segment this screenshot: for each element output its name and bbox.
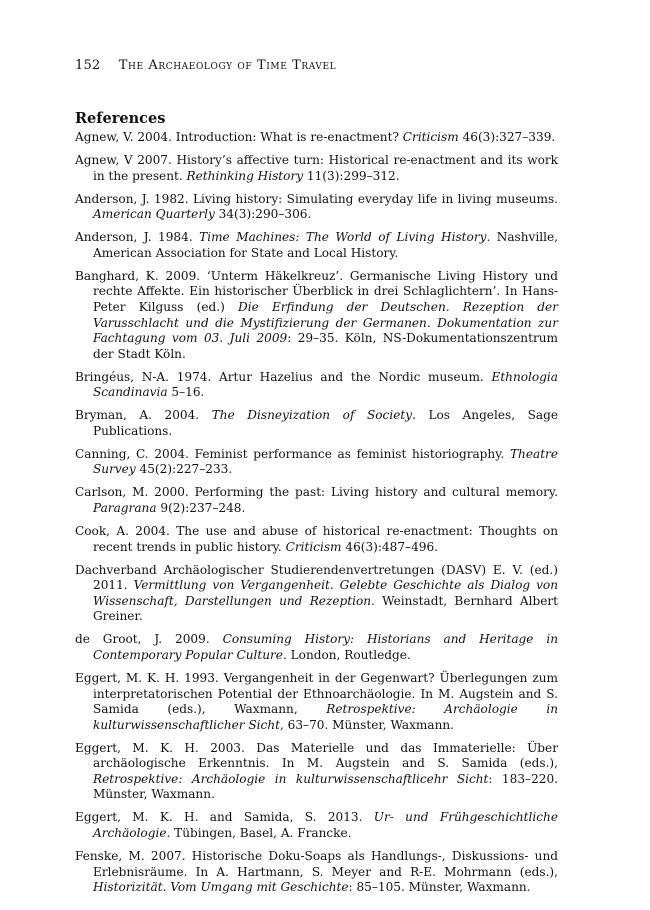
reference-entry (75, 485, 558, 516)
reference-text: Dachverband Archäologischer Studierendenvertretungen (DASV) E. V. (ed.) 2011. (75, 562, 558, 593)
reference-entry (75, 192, 558, 223)
reference-details: : 183–220. Münster, Waxmann. (93, 771, 558, 802)
reference-text: Eggert, M. K. H. and Samida, S. 2013. (75, 810, 374, 825)
reference-details: 34(3):290–306. (214, 207, 312, 222)
reference-text: de Groot, J. 2009. (75, 632, 223, 647)
reference-text: Anderson, J. 1984. (75, 230, 200, 245)
reference-title-italic: Retrospektive: Archäologie in kulturwissenschaftlicher Sicht (93, 702, 558, 732)
references-heading: References (75, 110, 166, 127)
reference-title-italic: Ethnologia Scandinavia (93, 369, 558, 400)
reference-entry (75, 269, 558, 363)
reference-title-italic: Rethinking History (186, 168, 304, 183)
reference-details: . Los Angeles, Sage Publications. (93, 408, 558, 438)
reference-title-italic: Consuming History: Historians and Heritage in Contemporary Popular Culture (93, 632, 558, 662)
reference-text: Bryman, A. 2004. (75, 408, 212, 423)
reference-details: 46(3):327–339. (458, 130, 556, 144)
reference-details: : 85–105. Münster, Waxmann. (348, 880, 531, 895)
reference-text: Cook, A. 2004. The use and abuse of historical re-enactment: Thoughts on recent trends in public history. (75, 523, 558, 554)
reference-details: 9(2):237–248. (156, 501, 246, 515)
reference-entry (75, 741, 558, 803)
reference-text: Fenske, M. 2007. Historische Doku-Soaps als Handlungs-, Diskussions- und Erlebnisräume. In A. Hartmann, S. Meyer and R-E. Mohrmann (eds.), (75, 849, 558, 879)
reference-entry (75, 130, 558, 146)
reference-entry (75, 810, 558, 841)
reference-title-italic: Criticism (402, 130, 459, 144)
reference-entry (75, 563, 558, 625)
reference-title-italic: American Quarterly (93, 207, 215, 222)
running-title: The Archaeology of Time Travel (118, 58, 337, 73)
reference-title-italic: Criticism (285, 539, 342, 554)
reference-details: , 63–70. Münster, Waxmann. (279, 717, 455, 732)
reference-text: Eggert, M. K. H. 1993. Vergangenheit in der Gegenwart? Überlegungen zum interpretatorischen Potential der Ethnoarchäologie. In M. Augstein and S. Samida (eds.), Waxmann, (75, 670, 558, 717)
reference-entry (75, 370, 558, 401)
running-header (75, 58, 336, 73)
reference-details: . Tübingen, Basel, A. Francke. (166, 826, 352, 841)
reference-entry (75, 632, 558, 663)
reference-title-italic: Retrospektive: Archäologie in kulturwissenschaftlicehr Sicht (93, 771, 489, 786)
reference-details: 11(3):299–312. (303, 168, 400, 183)
reference-text: Anderson, J. 1982. Living history: Simulating everyday life in living museums. (75, 191, 558, 206)
reference-entry (75, 524, 558, 555)
reference-entry (75, 408, 558, 439)
reference-entry (75, 447, 558, 478)
reference-details: 5–16. (167, 385, 205, 400)
reference-details: 45(2):227–233. (135, 462, 233, 477)
reference-entry (75, 849, 558, 896)
reference-title-italic: Vermittlung von Vergangenheit. Gelebte Geschichte als Dialog von Wissenschaft, Darstellungen und Rezeption (93, 578, 558, 608)
reference-title-italic: Die Erfindung der Deutschen. Rezeption der Varusschlacht und die Mystifizierung der Germanen. Dokumentation zur Fachtagung vom 03. Juli 2009 (93, 299, 558, 346)
reference-entry (75, 230, 558, 261)
reference-details: . London, Routledge. (282, 647, 411, 662)
reference-title-italic: Paragrana (93, 501, 157, 515)
reference-text: Agnew, V 2007. History’s affective turn: Historical re-enactment and its work in the present. (75, 152, 558, 183)
reference-entry (75, 153, 558, 184)
reference-details: . Nashville, American Association for State and Local History. (93, 230, 558, 260)
reference-text: Carlson, M. 2000. Performing the past: Living history and cultural memory. (75, 485, 558, 500)
reference-text: Banghard, K. 2009. ‘Unterm Häkelkreuz’. Germanische Living History und rechte Affekte. Ein historischer Überblick in drei Schlaglichtern’. In Hans-Peter Kilguss (ed.) (75, 268, 558, 314)
reference-details: 46(3):487–496. (341, 539, 439, 554)
reference-text: Bringéus, N-A. 1974. Artur Hazelius and the Nordic museum. (75, 369, 492, 384)
reference-title-italic: Ur- und Frühgeschichtliche Archäologie (93, 810, 558, 841)
reference-text: Agnew, V. 2004. Introduction: What is re-enactment? (75, 130, 403, 144)
reference-title-italic: Historizität. Vom Umgang mit Geschichte (93, 880, 349, 895)
reference-title-italic: Time Machines: The World of Living History (199, 230, 487, 245)
reference-details: . Weinstadt, Bernhard Albert Greiner. (93, 593, 558, 624)
reference-text: Canning, C. 2004. Feminist performance as feminist historiography. (75, 446, 510, 461)
reference-entry (75, 671, 558, 733)
reference-title-italic: The Disneyization of Society (211, 408, 413, 423)
reference-text: Eggert, M. K. H. 2003. Das Materielle und das Immaterielle: Über archäologische Erkenntnis. In M. Augstein and S. Samida (eds.), (75, 740, 558, 771)
reference-details: : 29–35. Köln, NS-Dokumentationszentrum der Stadt Köln. (93, 331, 558, 361)
page-number: 152 (75, 58, 101, 73)
reference-title-italic: Theatre Survey (93, 446, 558, 477)
reference-list (75, 130, 558, 903)
